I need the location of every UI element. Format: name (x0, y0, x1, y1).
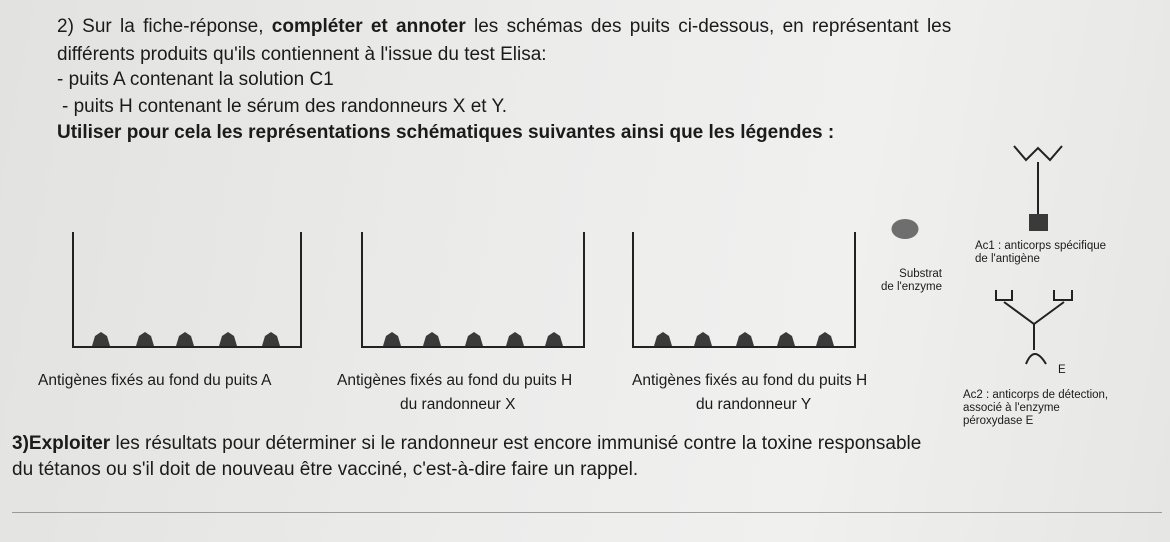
antigen-icon (506, 332, 524, 346)
antigen-icon (219, 332, 237, 346)
ac2-label-line2: associé à l'enzyme (963, 402, 1060, 414)
ac1-label-line1: Ac1 : anticorps spécifique (975, 240, 1107, 252)
well-h-x (361, 232, 585, 348)
question-2-line-1 (57, 16, 951, 38)
substrate-label-line1: Substrat (899, 268, 942, 280)
ac2-label-line3: péroxydase E (963, 415, 1034, 427)
caption-well-h-y-sub: du randonneur Y (696, 396, 812, 413)
ac1-antibody-icon (1008, 138, 1068, 238)
q2-bold: compléter et annoter (271, 16, 466, 37)
question-3-line-2: du tétanos ou s'il doit de nouveau être vacciné, c'est-à-dire faire un rappel. (12, 459, 639, 480)
caption-well-h-y: Antigènes fixés au fond du puits H (632, 372, 868, 389)
well-h-y (632, 232, 856, 348)
q3-bold: 3)Exploiter (12, 433, 111, 454)
question-3-line-1 (12, 433, 921, 455)
ac1-label-line2: de l'antigène (975, 253, 1040, 265)
q3-rest: les résultats pour déterminer si le randonneur est encore immunisé contre la toxine responsable (115, 433, 922, 454)
antigen-icon (816, 332, 834, 346)
item-well-a: - puits A contenant la solution C1 (57, 69, 334, 90)
antigen-icon (736, 332, 754, 346)
well-a (72, 232, 302, 348)
antigen-icon (777, 332, 795, 346)
antigen-icon (92, 332, 110, 346)
substrate-label-line2: de l'enzyme (880, 281, 942, 293)
antigen-icon (262, 332, 280, 346)
antigen-icon (383, 332, 401, 346)
antigen-icon (136, 332, 154, 346)
ac2-label-line1: Ac2 : anticorps de détection, (963, 389, 1109, 401)
q2-prefix: 2) Sur la fiche-réponse, (57, 16, 264, 37)
instruction: Utiliser pour cela les représentations schématiques suivantes ainsi que les légendes : (57, 122, 835, 143)
ac2-antibody-icon (992, 284, 1082, 379)
substrate-icon (890, 218, 920, 245)
antigen-icon (694, 332, 712, 346)
ac2-label (963, 389, 1108, 428)
substrate-label (870, 268, 942, 294)
caption-well-h-x-sub: du randonneur X (400, 396, 516, 413)
enzyme-letter: E (1058, 364, 1066, 376)
q2-suffix: les schémas des puits ci-dessous, en représentant les (474, 16, 952, 37)
item-well-h: - puits H contenant le sérum des randonneurs X et Y. (62, 96, 508, 117)
antigen-icon (654, 332, 672, 346)
antigen-icon (423, 332, 441, 346)
caption-well-a: Antigènes fixés au fond du puits A (38, 372, 272, 389)
antigen-icon (176, 332, 194, 346)
antigen-icon (545, 332, 563, 346)
antigen-icon (465, 332, 483, 346)
caption-well-h-x: Antigènes fixés au fond du puits H (337, 372, 573, 389)
question-2-line-2: différents produits qu'ils contiennent à l'issue du test Elisa: (57, 44, 547, 65)
divider-rule (12, 512, 1162, 513)
ac1-label (975, 240, 1106, 266)
